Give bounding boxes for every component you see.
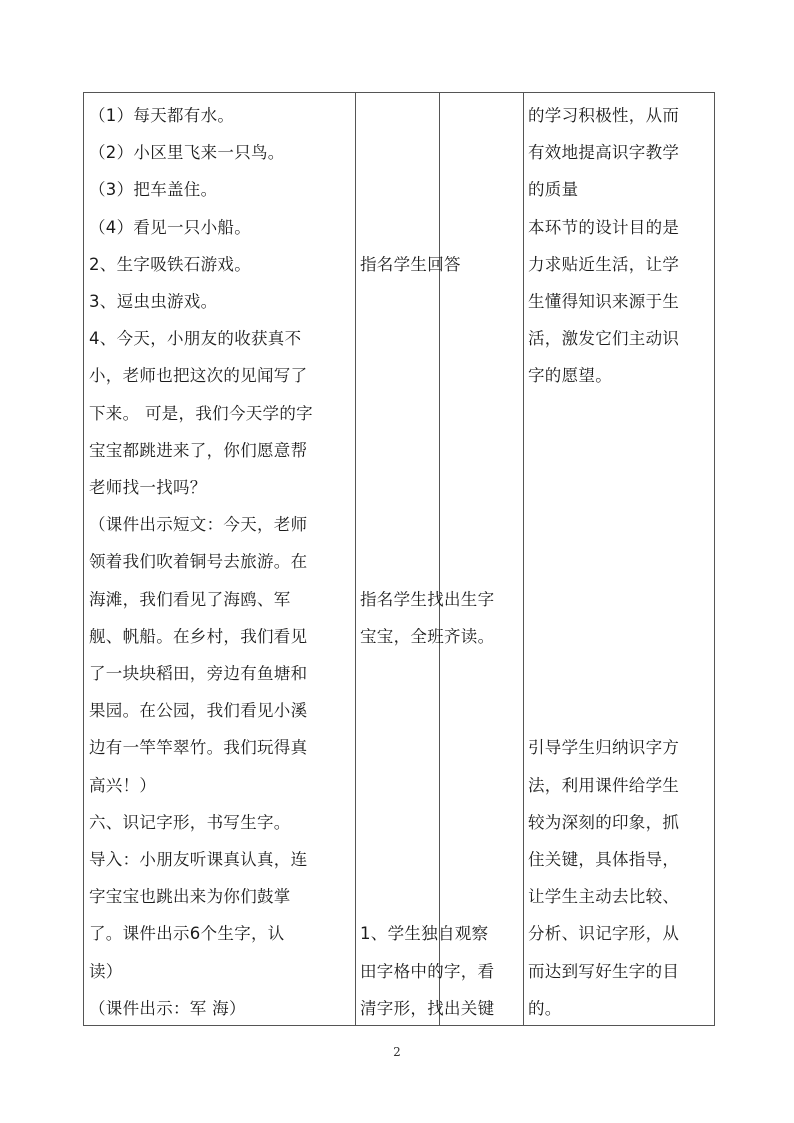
table-text-line: 宝宝都跳进来了，你们愿意帮 [89,440,308,460]
table-text-line: 田字格中的字，看 [360,961,495,981]
table-text-line: 字的愿望。 [528,366,612,386]
table-text-line: 边有一竿竿翠竹。我们玩得真 [89,738,308,758]
table-text-line: （3）把车盖住。 [89,180,218,200]
table-text-line: 住关键，具体指导， [528,850,680,869]
table-text-line: 力求贴近生活，让学 [528,254,680,274]
table-text-line: 指名学生回答 [360,254,461,274]
table-text-line: 的质量 [528,180,579,200]
table-text-line: 领着我们吹着铜号去旅游。在 [89,552,308,572]
table-text-line: 而达到写好生字的目 [528,961,680,981]
column-divider [523,93,524,1025]
table-text-line: （4）看见一只小船。 [89,217,251,237]
table-text-line: 果园。在公园，我们看见小溪 [89,701,308,721]
table-text-line: 较为深刻的印象，抓 [528,812,680,832]
table-text-line: 的学习积极性，从而 [528,106,680,125]
column-divider [355,93,356,1025]
table-text-line: 导入：小朋友听课真认真，连 [89,850,308,869]
table-text-line: 让学生主动去比较、 [528,887,680,907]
table-text-line: 老师找一找吗？ [89,478,207,497]
page-number: 2 [393,1045,401,1059]
table-text-line: 3、逗虫虫游戏。 [89,292,218,311]
table-text-line: 活，激发它们主动识 [528,329,680,349]
table-text-line: 2、生字吸铁石游戏。 [89,254,251,274]
table-text-line: 4、今天，小朋友的收获真不 [89,329,302,349]
table-text-line: 字宝宝也跳出来为你们鼓掌 [89,887,291,907]
lesson-plan-table [83,92,715,1026]
table-text-line: 法，利用课件给学生 [528,775,680,795]
table-text-line: 读） [89,961,123,981]
table-text-line: 清字形，找出关键 [360,998,495,1018]
table-text-line: 有效地提高识字教学 [528,143,680,163]
table-text-line: 高兴！） [89,775,157,795]
table-text-line: （课件出示短文：今天，老师 [89,515,308,535]
column-divider [439,93,440,1025]
table-text-line: 引导学生归纳识字方 [528,738,680,758]
table-text-line: 生懂得知识来源于生 [528,292,680,311]
table-text-line: 的。 [528,998,562,1018]
table-text-line: （1）每天都有水。 [89,106,235,125]
table-text-line: 海滩，我们看见了海鸥、军 [89,589,291,609]
table-text-line: 了一块块稻田，旁边有鱼塘和 [89,664,308,683]
table-text-line: 指名学生找出生字 [360,589,495,609]
table-text-line: 下来。 可是，我们今天学的字 [89,403,313,423]
table-text-line: （2）小区里飞来一只鸟。 [89,143,285,163]
table-text-line: 了。课件出示6个生字，认 [89,924,285,944]
table-text-line: 本环节的设计目的是 [528,217,680,237]
table-text-line: 宝宝，全班齐读。 [360,626,495,646]
table-text-line: 分析、识记字形，从 [528,924,680,944]
table-text-line: 1、学生独自观察 [360,924,489,944]
table-text-line: 舰、帆船。在乡村，我们看见 [89,626,308,646]
table-text-line: 六、识记字形，书写生字。 [89,812,291,832]
table-text-line: 小，老师也把这次的见闻写了 [89,366,308,386]
table-text-line: （课件出示：军 海） [89,998,246,1018]
